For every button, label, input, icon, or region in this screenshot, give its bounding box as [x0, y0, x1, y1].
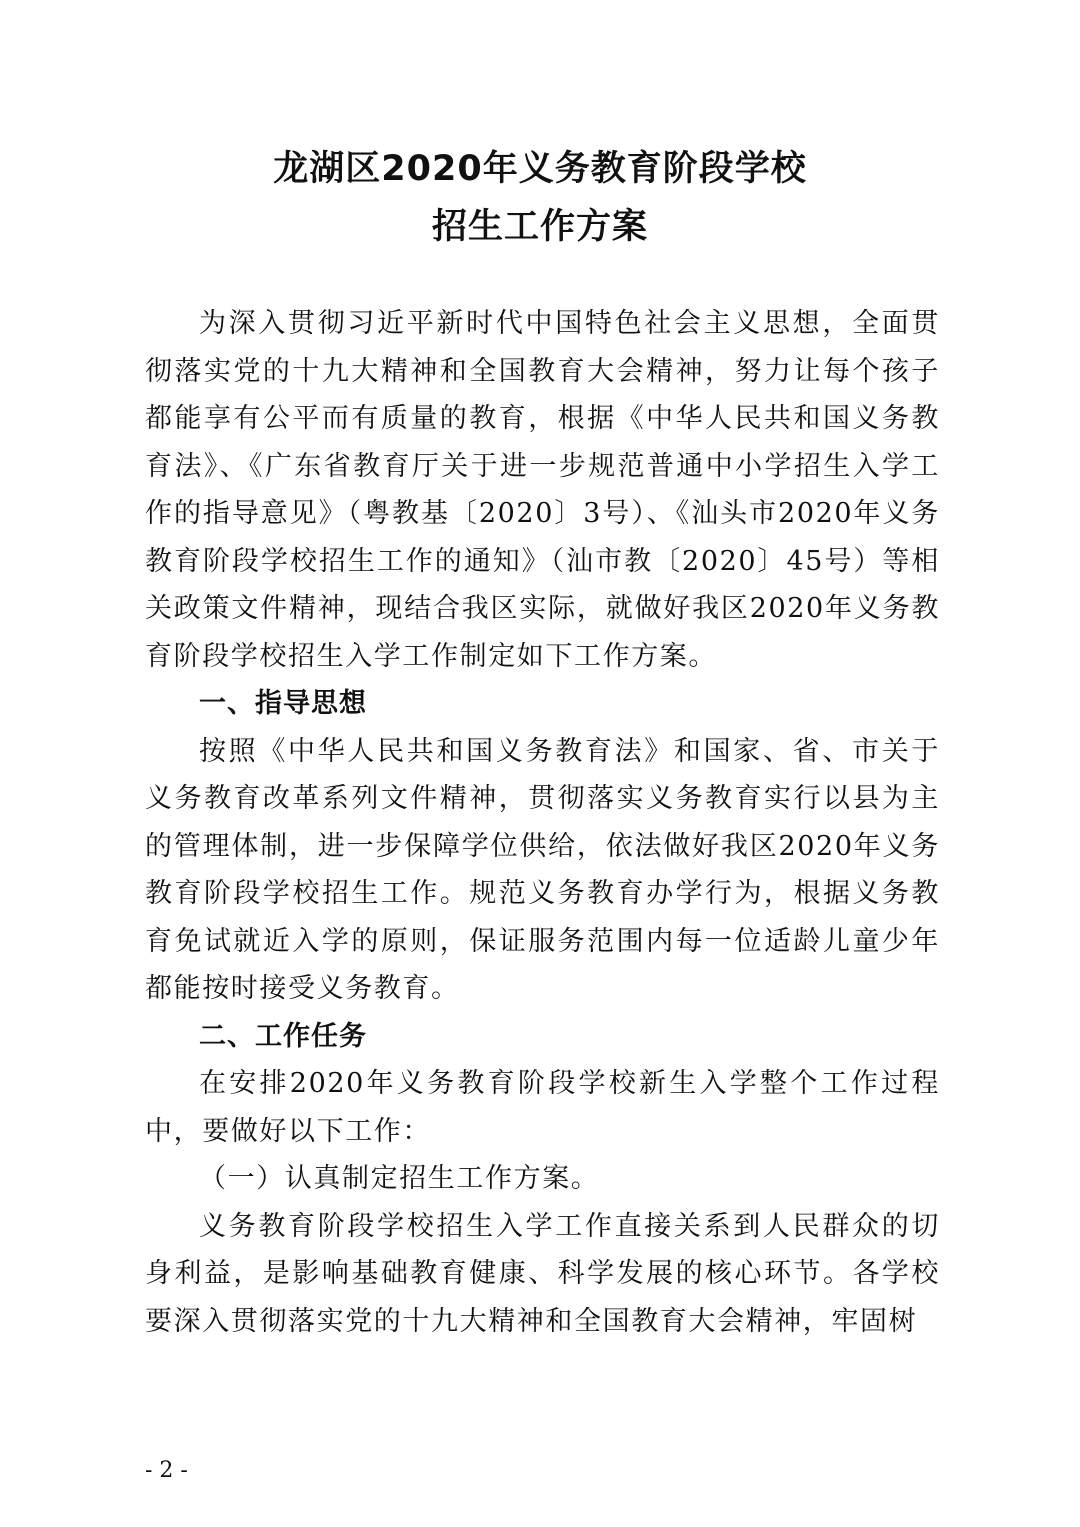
title-line-1: 龙湖区2020年义务教育阶段学校: [273, 149, 807, 189]
work-tasks-paragraph: 在安排2020年义务教育阶段学校新生入学整个工作过程中，要做好以下工作：: [145, 1068, 940, 1147]
section-heading-guiding-ideology: 一、指导思想: [199, 688, 367, 719]
section-heading-work-tasks: 二、工作任务: [199, 1020, 367, 1052]
guiding-ideology-paragraph: 按照《中华人民共和国义务教育法》和国家、省、市关于义务教育改革系列文件精神，贯彻落实义务教育实行以县为主的管理体制，进一步保障学位供给，依法做好我区2020年义务教育阶段学校招生工作。规范义务教育办学行为，根据义务教育免试就近入学的原则，保证服务范围内每一位适龄儿童少年都能按时接受义务教育。: [145, 735, 940, 1004]
page-number: - 2 -: [145, 1458, 188, 1483]
document-body: [145, 300, 940, 1345]
document-title: [0, 140, 1080, 256]
subsection-heading-enrollment-plan: （一）认真制定招生工作方案。: [199, 1163, 600, 1194]
title-line-2: 招生工作方案: [431, 207, 648, 247]
intro-paragraph: 为深入贯彻习近平新时代中国特色社会主义思想，全面贯彻落实党的十九大精神和全国教育大会精神，努力让每个孩子都能享有公平而有质量的教育，根据《中华人民共和国义务教育法》、《广东省教育厅关于进一步规范普通中小学招生入学工作的指导意见》（粤教基〔2020〕3号）、《汕头市2020年义务教育阶段学校招生工作的通知》（汕市教〔2020〕45号）等相关政策文件精神，现结合我区实际，就做好我区2020年义务教育阶段学校招生入学工作制定如下工作方案。: [145, 308, 940, 672]
enrollment-plan-paragraph: 义务教育阶段学校招生入学工作直接关系到人民群众的切身利益，是影响基础教育健康、科学发展的核心环节。各学校要深入贯彻落实党的十九大精神和全国教育大会精神，牢固树: [145, 1210, 940, 1337]
